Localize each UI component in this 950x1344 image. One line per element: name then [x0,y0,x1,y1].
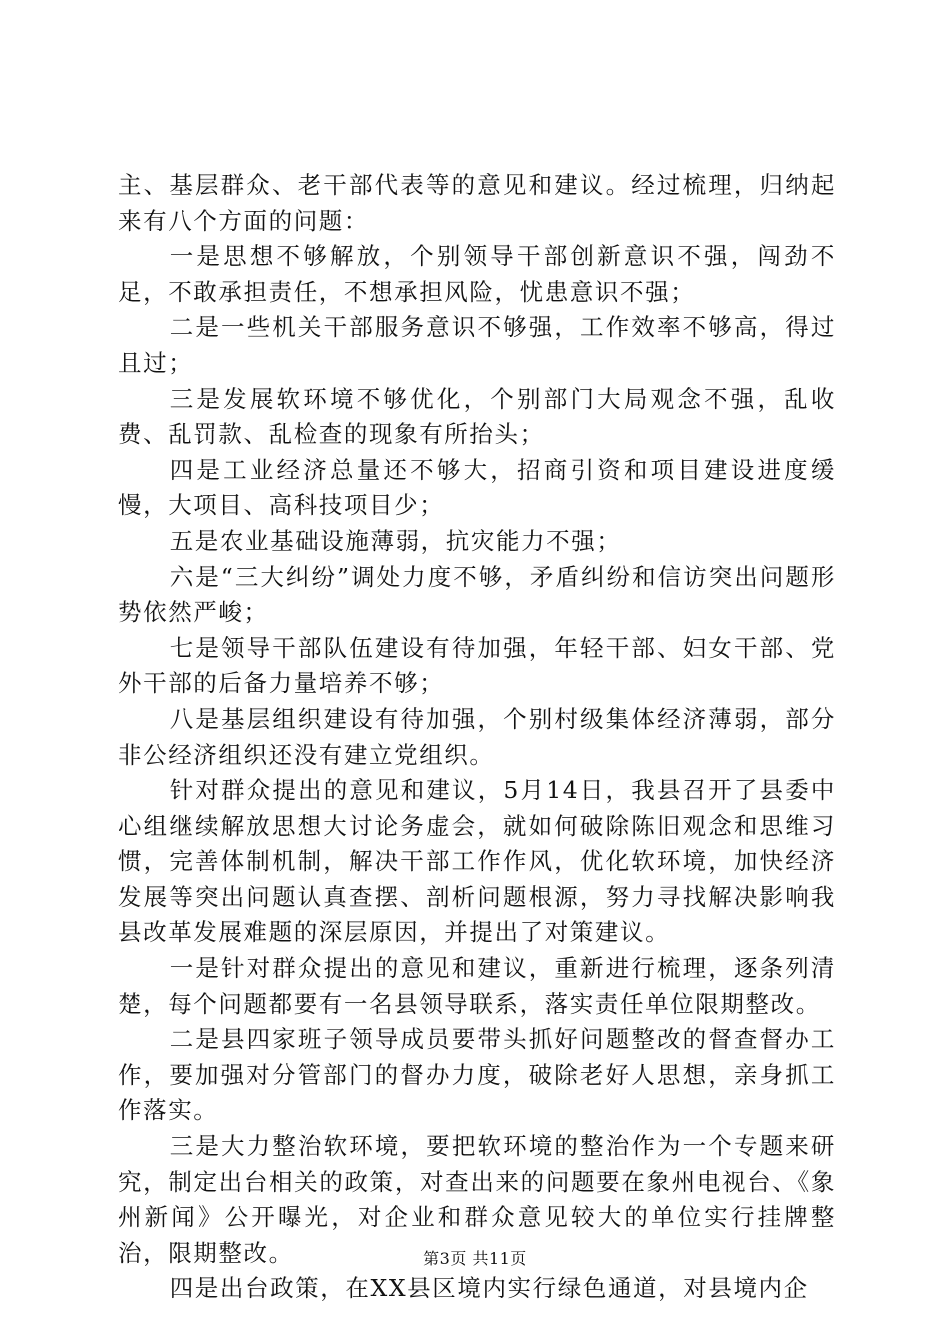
page-number-footer: 第3页 共11页 [423,1249,527,1268]
paragraph: 三是发展软环境不够优化，个别部门大局观念不强，乱收费、乱罚款、乱检查的现象有所抬头； [118,384,836,449]
paragraph: 针对群众提出的意见和建议，5月14日，我县召开了县委中心组继续解放思想大讨论务虚会，就如何破除陈旧观念和思维习惯，完善体制机制，解决干部工作作风，优化软环境，加快经济发展等突出问题认真查摆、剖析问题根源，努力寻找解决影响我县改革发展难题的深层原因，并提出了对策建议。 [118,776,836,947]
paragraph: 六是“三大纠纷”调处力度不够，矛盾纠纷和信访突出问题形势依然严峻； [118,562,836,627]
paragraph: 二是县四家班子领导成员要带头抓好问题整改的督查督办工作，要加强对分管部门的督办力度，破除老好人思想，亲身抓工作落实。 [118,1025,836,1125]
paragraph: 八是基层组织建设有待加强，个别村级集体经济薄弱，部分非公经济组织还没有建立党组织。 [118,704,836,769]
paragraph: 三是大力整治软环境，要把软环境的整治作为一个专题来研究，制定出台相关的政策，对查出来的问题要在象州电视台、《象州新闻》公开曝光，对企业和群众意见较大的单位实行挂牌整治，限期整改。 [118,1132,836,1267]
paragraph: 四是工业经济总量还不够大，招商引资和项目建设进度缓慢，大项目、高科技项目少； [118,455,836,520]
paragraph: 主、基层群众、老干部代表等的意见和建议。经过梳理，归纳起来有八个方面的问题： [118,171,836,235]
paragraph: 一是针对群众提出的意见和建议，重新进行梳理，逐条列清楚，每个问题都要有一名县领导联系，落实责任单位限期整改。 [118,954,836,1018]
document-body [118,168,836,1307]
paragraph: 一是思想不够解放，个别领导干部创新意识不强，闯劲不足，不敢承担责任，不想承担风险，忧患意识不强； [118,242,836,306]
paragraph: 二是一些机关干部服务意识不够强，工作效率不够高，得过且过； [118,313,836,377]
paragraph: 五是农业基础设施薄弱，抗灾能力不强； [169,526,622,555]
paragraph: 七是领导干部队伍建设有待加强，年轻干部、妇女干部、党外干部的后备力量培养不够； [118,633,836,698]
paragraph: 四是出台政策，在XX县区境内实行绿色通道，对县境内企 [169,1274,809,1303]
